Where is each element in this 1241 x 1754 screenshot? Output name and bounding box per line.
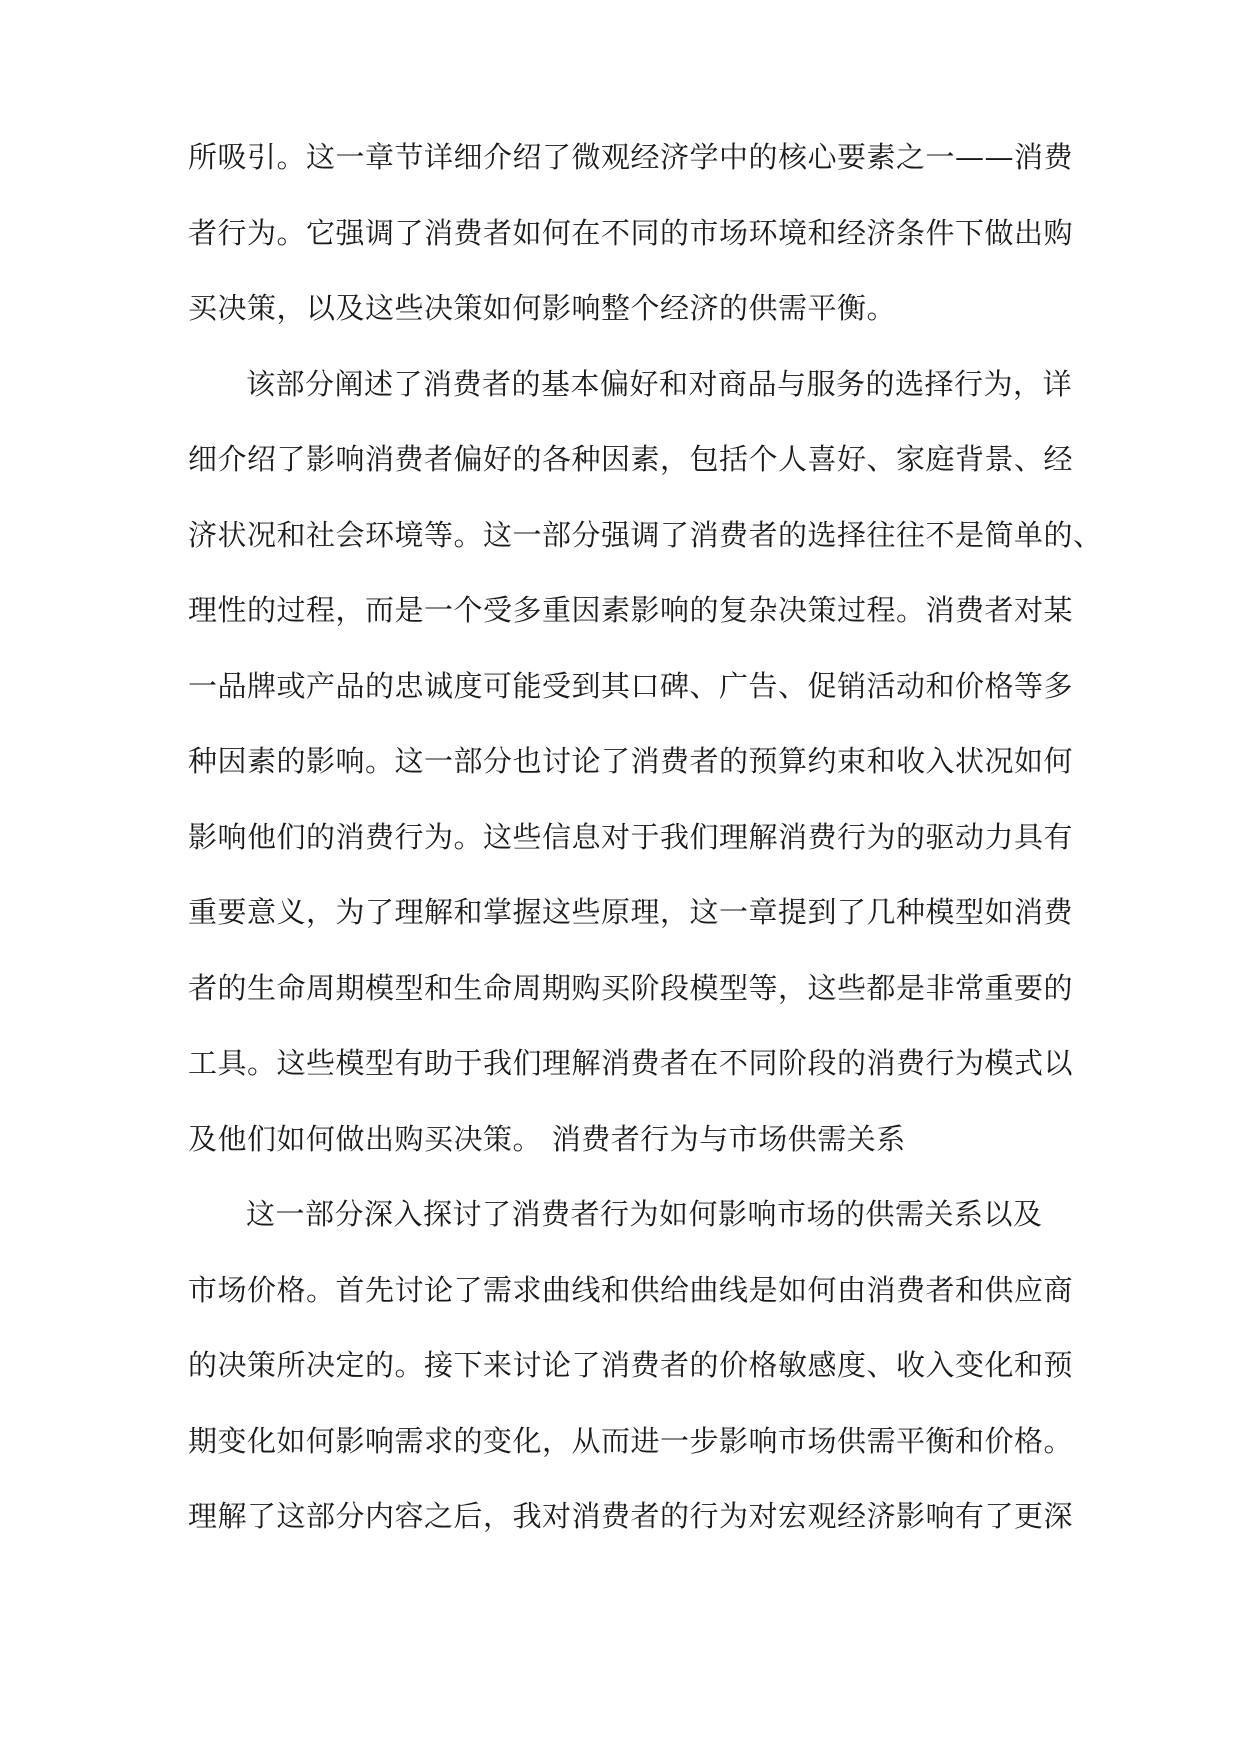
text-line: 及他们如何做出购买决策。 消费者行为与市场供需关系 — [188, 1121, 906, 1156]
text-line: 理性的过程，而是一个受多重因素影响的复杂决策过程。消费者对某 — [188, 593, 1074, 627]
text-line: 者的生命周期模型和生命周期购买阶段模型等，这些都是非常重要的 — [188, 970, 1074, 1005]
text-line: 期变化如何影响需求的变化，从而进一步影响市场供需平衡和价格。 — [188, 1423, 1074, 1458]
text-line: 细介绍了影响消费者偏好的各种因素，包括个人喜好、家庭背景、经 — [188, 442, 1074, 476]
text-line: 所吸引。这一章节详细介绍了微观经济学中的核心要素之一——消费 — [188, 140, 1074, 174]
body-text — [188, 137, 1103, 1572]
text-line: 影响他们的消费行为。这些信息对于我们理解消费行为的驱动力具有 — [188, 819, 1074, 854]
text-line: 者行为。它强调了消费者如何在不同的市场环境和经济条件下做出购 — [188, 215, 1074, 250]
text-line: 市场价格。首先讨论了需求曲线和供给曲线是如何由消费者和供应商 — [188, 1272, 1074, 1307]
text-line: 工具。这些模型有助于我们理解消费者在不同阶段的消费行为模式以 — [188, 1046, 1074, 1080]
text-line: 济状况和社会环境等。这一部分强调了消费者的选择往往不是简单的、 — [188, 517, 1103, 552]
text-line: 一品牌或产品的忠诚度可能受到其口碑、广告、促销活动和价格等多 — [188, 668, 1074, 703]
text-line: 的决策所决定的。接下来讨论了消费者的价格敏感度、收入变化和预 — [188, 1348, 1074, 1382]
text-line: 重要意义，为了理解和掌握这些原理，这一章提到了几种模型如消费 — [188, 895, 1074, 929]
text-line: 种因素的影响。这一部分也讨论了消费者的预算约束和收入状况如何 — [188, 744, 1074, 778]
paragraph-first-line: 该部分阐述了消费者的基本偏好和对商品与服务的选择行为，详 — [246, 366, 1073, 401]
text-line: 理解了这部分内容之后，我对消费者的行为对宏观经济影响有了更深 — [188, 1499, 1074, 1533]
paragraph-first-line: 这一部分深入探讨了消费者行为如何影响市场的供需关系以及 — [246, 1197, 1043, 1231]
text-line: 买决策，以及这些决策如何影响整个经济的供需平衡。 — [188, 291, 897, 325]
